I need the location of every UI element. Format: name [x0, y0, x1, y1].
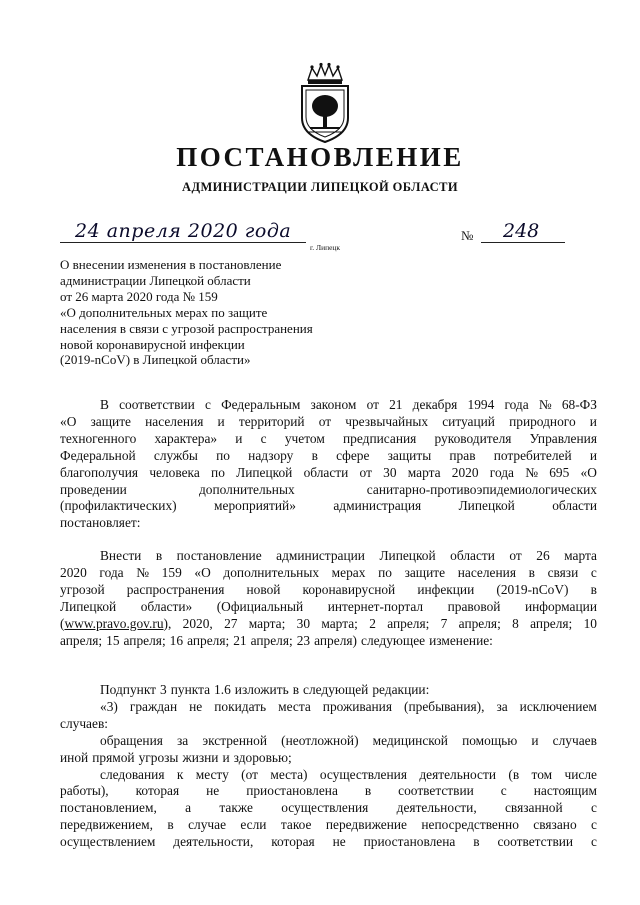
word: учетом	[284, 430, 325, 446]
text-line	[60, 414, 597, 431]
text-line	[60, 817, 597, 834]
word: 8	[512, 615, 519, 631]
word: марта	[407, 464, 441, 480]
word: года	[489, 464, 515, 480]
word: в	[311, 447, 318, 463]
text-line	[60, 682, 597, 699]
word: от	[509, 548, 522, 563]
word: осуществлением	[60, 834, 156, 850]
word: которая	[271, 834, 315, 850]
word: настоящим	[533, 783, 597, 799]
word: и	[531, 732, 539, 748]
word: связанной	[504, 800, 563, 816]
word: работы),	[60, 783, 109, 799]
text-line	[60, 767, 597, 784]
word: «О	[194, 564, 211, 580]
word: медицинской	[372, 732, 448, 748]
word: от	[359, 464, 372, 480]
word: числе	[564, 766, 597, 782]
word: по	[211, 464, 225, 480]
word: следующей	[303, 682, 369, 697]
word: и	[222, 749, 230, 765]
word: 23	[296, 632, 311, 648]
word: года	[99, 564, 124, 580]
word: исключением	[519, 698, 597, 714]
word: с	[204, 397, 211, 412]
coat-of-arms-emblem	[296, 62, 354, 144]
word: граждан	[129, 698, 178, 714]
word: 16	[169, 632, 184, 648]
word: также	[219, 800, 253, 816]
text-line	[60, 465, 597, 482]
word: инфекции	[417, 581, 475, 597]
word: угрозой	[60, 581, 105, 597]
word: Федеральной	[60, 447, 136, 463]
word: такое	[280, 817, 312, 833]
word: соответствии	[119, 397, 195, 412]
word: техногенного	[60, 430, 137, 446]
word: не	[332, 834, 346, 850]
word: связи	[547, 564, 579, 580]
word: проживания	[322, 698, 393, 714]
word: изменение:	[429, 632, 493, 648]
heading-line: «О дополнительных мерах по защите	[60, 304, 268, 320]
word: 1.6	[214, 682, 231, 697]
word: редакции:	[372, 682, 430, 697]
word: иной	[60, 749, 89, 765]
text-line	[60, 482, 597, 499]
word: изложить	[234, 682, 289, 697]
word: и	[217, 413, 225, 429]
text-line	[60, 448, 597, 465]
heading-line: населения в связи с угрозой распространения	[60, 320, 313, 336]
word: места)	[270, 766, 308, 782]
word: том	[531, 766, 553, 782]
word: случаев	[552, 732, 597, 748]
word: Федеральным	[221, 397, 301, 412]
word: марта;	[248, 615, 286, 631]
word: населения	[145, 413, 204, 429]
text-line	[60, 498, 597, 515]
word: природного	[509, 413, 576, 429]
word: руководителя	[434, 430, 512, 446]
word: Липецкой	[379, 548, 436, 563]
word: и	[589, 447, 597, 463]
word: проведении	[60, 481, 127, 497]
word: №	[538, 397, 552, 412]
word: за	[177, 732, 189, 748]
word: к	[176, 766, 184, 782]
word: 27	[224, 615, 238, 631]
pravo-link[interactable]: www.pravo.gov.ru	[64, 615, 164, 631]
word: здоровью;	[233, 749, 292, 765]
word: службы	[153, 447, 198, 463]
word: и	[235, 430, 243, 446]
word: по	[378, 564, 392, 580]
word: с	[591, 817, 597, 833]
text-line	[60, 431, 597, 448]
word: 10	[583, 615, 597, 631]
word: жизни	[182, 749, 219, 765]
heading-line: новой коронавирусной инфекции	[60, 336, 245, 352]
word: места	[278, 698, 311, 714]
word: информации	[524, 598, 597, 614]
word: апреля;	[387, 615, 430, 631]
text-line	[60, 699, 597, 716]
word: апреля;	[250, 632, 293, 648]
word: апреля;	[458, 615, 501, 631]
text-line	[60, 633, 597, 650]
word: сфере	[336, 447, 370, 463]
word: 21	[389, 397, 403, 412]
word: 21	[233, 632, 247, 648]
word: (неотложной)	[281, 732, 359, 748]
word: 2	[369, 615, 376, 631]
heading-line: (2019-nCoV) в Липецкой области»	[60, 352, 251, 368]
word: прав	[449, 447, 476, 463]
word: мерах	[331, 564, 366, 580]
word: с	[500, 783, 507, 799]
word: следования	[100, 766, 165, 782]
word: В	[100, 397, 109, 412]
handwritten-number: 248	[503, 220, 540, 242]
word: связано	[533, 817, 577, 833]
word: предписания	[343, 430, 417, 446]
word: 15	[106, 632, 120, 648]
word: случаев:	[60, 715, 108, 731]
word: передвижением,	[60, 817, 153, 833]
word: передвижение	[325, 817, 407, 833]
word: приостановлена	[246, 783, 338, 799]
word: санитарно-противоэпидемиологических	[366, 481, 597, 497]
word: 2020,	[182, 615, 213, 631]
word: прямой	[92, 749, 135, 765]
word: с	[590, 564, 597, 580]
text-line	[60, 599, 597, 616]
word: области	[450, 548, 495, 563]
word: 695	[549, 464, 570, 480]
word: человека	[149, 464, 200, 480]
word: месту	[195, 766, 229, 782]
number-sign: №	[461, 228, 474, 243]
word: за	[496, 698, 508, 714]
city-label: г. Липецк	[310, 243, 341, 252]
word: в	[590, 581, 597, 597]
word: мероприятий»	[214, 498, 296, 514]
heading-line: О внесении изменения в постановление	[60, 257, 282, 272]
word: 2020	[60, 564, 87, 580]
word: в	[528, 564, 535, 580]
word: Липецкой	[236, 464, 293, 480]
word: если	[240, 817, 267, 833]
document-title: ПОСТАНОВЛЕНИЕ	[176, 142, 464, 172]
word: характера»	[154, 430, 218, 446]
word: 30	[296, 615, 311, 631]
word: №	[136, 564, 150, 580]
word: администрации	[276, 548, 365, 563]
word: (www.pravo.gov.ru),	[60, 615, 172, 631]
word: помощью	[462, 732, 518, 748]
word: 30	[383, 464, 397, 480]
word: территорий	[238, 413, 305, 429]
amendment-paragraph	[60, 548, 597, 649]
word: дополнительных	[223, 564, 320, 580]
word: непосредственно	[421, 817, 519, 833]
handwritten-date: 24 апреля 2020 года	[75, 220, 292, 242]
text-line	[60, 616, 597, 633]
word: случае	[188, 817, 227, 833]
word: 2020	[451, 464, 479, 480]
text-line	[60, 565, 597, 582]
word: дополнительных	[198, 481, 295, 497]
word: постановление	[176, 548, 262, 563]
word: приостановлена	[363, 834, 456, 850]
word: «3)	[100, 698, 118, 714]
word: в	[155, 548, 163, 563]
word: с	[591, 834, 597, 850]
word: апреля)	[314, 632, 357, 648]
word: Липецкой	[458, 498, 515, 514]
word: новой	[246, 581, 281, 597]
text-line	[60, 716, 597, 733]
word: не	[206, 783, 220, 799]
word: (пребывания),	[404, 698, 485, 714]
word: «О	[60, 413, 77, 429]
word: законом	[310, 397, 357, 412]
number-underline	[481, 242, 565, 243]
word: соответствии	[497, 834, 574, 850]
word: с	[260, 430, 267, 446]
text-line	[60, 834, 597, 851]
word: экстренной	[202, 732, 268, 748]
word: интернет-портал	[327, 598, 424, 614]
word: потребителей	[493, 447, 572, 463]
word: 68-ФЗ	[561, 397, 597, 412]
word: благополучия	[60, 464, 139, 480]
word: следующее	[361, 632, 426, 648]
word: постановляет:	[60, 515, 141, 531]
word: в	[473, 834, 480, 850]
word: Подпункт	[100, 682, 157, 697]
word: и	[589, 413, 597, 429]
text-line	[60, 800, 597, 817]
word: соответствии	[398, 783, 474, 799]
word: деятельности	[419, 766, 497, 782]
heading-line: от 26 марта 2020 года № 159	[60, 288, 218, 304]
word: пункта	[170, 682, 211, 697]
word: 159	[161, 564, 182, 580]
word: Управления	[529, 430, 597, 446]
word: декабря	[412, 397, 458, 412]
word: 1994	[467, 397, 495, 412]
word: ситуаций	[442, 413, 495, 429]
word: от	[366, 397, 379, 412]
word: а	[185, 800, 192, 816]
word: области»	[140, 598, 193, 614]
text-line	[60, 750, 597, 767]
text-line	[60, 397, 597, 414]
word: деятельности,	[396, 800, 477, 816]
word: распространения	[126, 581, 225, 597]
word: марта	[564, 548, 597, 563]
word: угрозы	[138, 749, 179, 765]
word: №	[525, 464, 539, 480]
word: области	[552, 498, 597, 514]
word: покидать	[214, 698, 267, 714]
word: (Официальный	[216, 598, 304, 614]
text-line	[60, 582, 597, 599]
word: которая	[135, 783, 180, 799]
word: «О	[580, 464, 597, 480]
word: (в	[508, 766, 520, 782]
word: апреля;	[530, 615, 573, 631]
word: в	[292, 682, 300, 697]
word: по	[216, 447, 230, 463]
word: апреля;	[60, 632, 103, 648]
text-line	[60, 548, 597, 565]
word: осуществления	[281, 800, 369, 816]
word: постановлением,	[60, 800, 157, 816]
word: марта;	[321, 615, 358, 631]
word: чрезвычайных	[345, 413, 429, 429]
word: защите	[404, 564, 446, 580]
word: апреля;	[123, 632, 166, 648]
word: года	[504, 397, 529, 412]
word: с	[590, 800, 597, 816]
word: администрация	[333, 498, 422, 514]
word: (профилактических)	[60, 498, 177, 514]
word: (2019-nCoV)	[496, 581, 569, 597]
word: области	[303, 464, 349, 480]
word: апреля;	[187, 632, 230, 648]
heading-line: администрации Липецкой области	[60, 272, 251, 288]
word: Внести	[100, 548, 142, 563]
word: деятельности,	[173, 834, 254, 850]
word: населения	[457, 564, 516, 580]
text-line	[60, 783, 597, 800]
word: 3	[160, 682, 167, 697]
word: 7	[440, 615, 448, 631]
word: правовой	[447, 598, 501, 614]
word: от	[318, 413, 332, 429]
word: в	[364, 783, 372, 799]
word: надзору	[248, 447, 294, 463]
document-subtitle: АДМИНИСТРАЦИИ ЛИПЕЦКОЙ ОБЛАСТИ	[182, 180, 458, 194]
word: не	[189, 698, 203, 714]
preamble-paragraph	[60, 397, 597, 532]
word: осуществления	[319, 766, 407, 782]
word: обращения	[100, 732, 163, 748]
text-line	[60, 733, 597, 750]
word: Липецкой	[60, 598, 117, 614]
word: (от	[241, 766, 258, 782]
document-heading	[60, 257, 360, 368]
word: 26	[536, 548, 550, 563]
date-underline	[60, 242, 306, 243]
word: в	[167, 817, 174, 833]
word: защите	[90, 413, 132, 429]
word: коронавирусной	[302, 581, 396, 597]
word: защиты	[387, 447, 432, 463]
text-line	[60, 515, 597, 532]
subclause-text	[60, 682, 597, 851]
